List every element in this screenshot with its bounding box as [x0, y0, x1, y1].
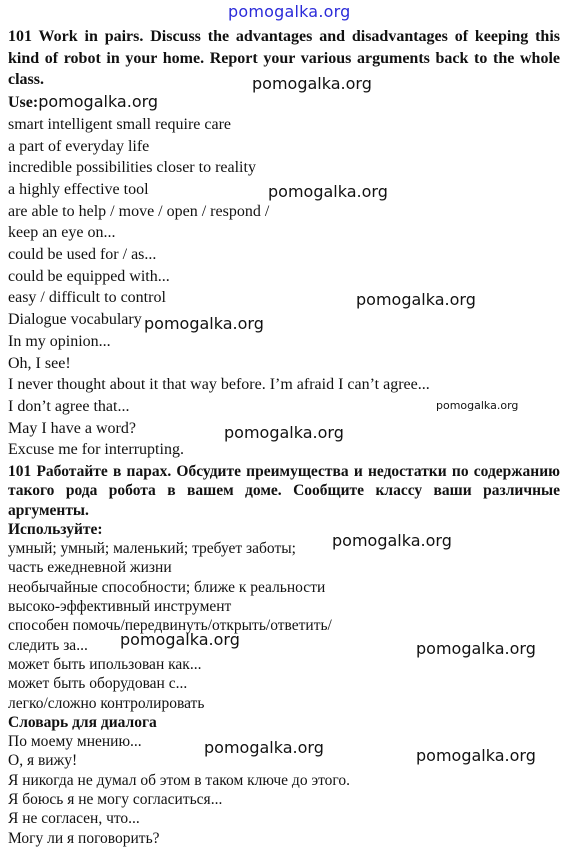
watermark-overlay: pomogalka.org: [144, 314, 264, 333]
russian-dialog-line: По моему мнению...: [8, 733, 142, 751]
russian-dialog-label: Словарь для диалога: [8, 713, 157, 731]
english-line: In my opinion...: [8, 332, 111, 350]
english-line: a part of everyday life: [8, 137, 150, 155]
russian-dialog-line: О, я вижу!: [8, 752, 78, 770]
russian-line: следить за...: [8, 636, 88, 654]
watermark-overlay: pomogalka.org: [436, 399, 519, 412]
english-line: keep an eye on...: [8, 224, 116, 242]
watermark-overlay: pomogalka.org: [120, 630, 240, 649]
watermark-overlay: pomogalka.org: [356, 290, 476, 309]
english-line: Oh, I see!: [8, 354, 71, 372]
english-line: could be used for / as...: [8, 246, 157, 264]
english-line: a highly effective tool: [8, 180, 149, 198]
russian-line: высоко-эффективный инструмент: [8, 598, 232, 616]
english-line: easy / difficult to control: [8, 289, 166, 307]
english-line: I never thought about it that way before. I’m afraid I can’t agree...: [8, 376, 430, 394]
russian-heading: 101 Работайте в парах. Обсудите преимущества и недостатки по содержанию такого рода робота в вашем доме. Сообщите классу ваши различные аргументы.: [8, 463, 560, 519]
watermark-overlay: pomogalka.org: [204, 738, 324, 757]
watermark-overlay: pomogalka.org: [416, 746, 536, 765]
english-use-label: Use:pomogalka.org: [8, 92, 159, 112]
russian-line: способен помочь/передвинуть/открыть/ответить/: [8, 617, 332, 635]
english-line: are able to help / move / open / respond /: [8, 202, 270, 220]
watermark-overlay: pomogalka.org: [224, 423, 344, 442]
russian-dialog-line: Могу ли я поговорить?: [8, 829, 160, 847]
english-line: Excuse me for interrupting.: [8, 441, 184, 459]
english-heading: 101 Work in pairs. Discuss the advantages and disadvantages of keeping this kind of robot in your home. Report your various arguments back to the whole class.: [8, 28, 560, 89]
watermark-overlay: pomogalka.org: [252, 74, 372, 93]
russian-dialog-line: Я боюсь я не могу согласиться...: [8, 791, 223, 809]
watermark-overlay: pomogalka.org: [268, 182, 388, 201]
english-line: smart intelligent small require care: [8, 115, 232, 133]
english-line: incredible possibilities closer to reality: [8, 159, 256, 177]
english-line: I don’t agree that...: [8, 397, 130, 415]
russian-line: часть ежедневной жизни: [8, 559, 172, 577]
english-line: May I have a word?: [8, 419, 136, 437]
russian-line: умный; умный; маленький; требует заботы;: [8, 540, 296, 558]
english-line: could be equipped with...: [8, 267, 170, 285]
russian-line: необычайные способности; ближе к реальности: [8, 578, 326, 596]
russian-dialog-line: Я не согласен, что...: [8, 810, 140, 828]
watermark-top[interactable]: pomogalka.org: [228, 2, 351, 21]
russian-line: может быть оборудован с...: [8, 675, 188, 693]
russian-line: может быть ипользован как...: [8, 655, 202, 673]
watermark-overlay: pomogalka.org: [416, 639, 536, 658]
russian-dialog-line: Я никогда не думал об этом в таком ключе до этого.: [8, 771, 351, 789]
russian-line: легко/сложно контролировать: [8, 694, 205, 712]
watermark-overlay: pomogalka.org: [332, 531, 452, 550]
english-dialogue-label: Dialogue vocabulary: [8, 311, 142, 329]
watermark-inline: pomogalka.org: [38, 92, 159, 112]
russian-use-label: Используйте:: [8, 520, 103, 538]
